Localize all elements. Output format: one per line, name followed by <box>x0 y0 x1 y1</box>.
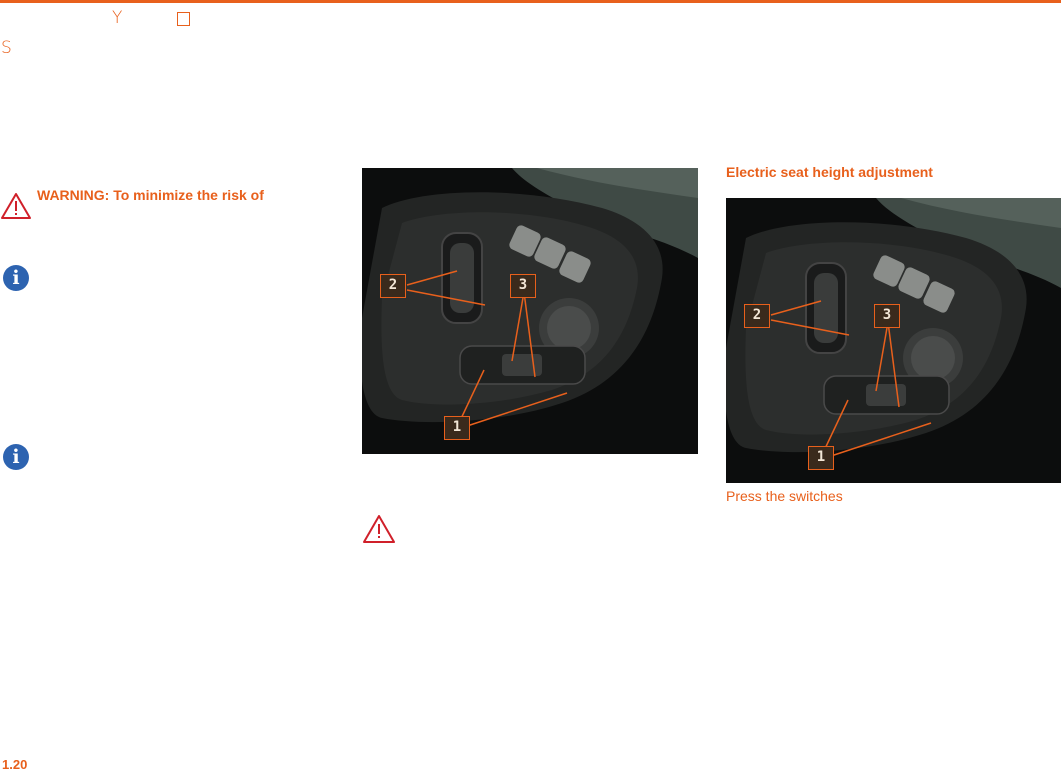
info-icon: i <box>3 444 29 470</box>
info-icon: i <box>3 265 29 291</box>
figure-callout-1: 1 <box>444 416 470 440</box>
header-glyph-s: S <box>1 38 12 58</box>
warning-triangle-icon <box>362 514 396 544</box>
section-heading: Electric seat height adjustment <box>726 164 933 180</box>
figure-caption: Press the switches <box>726 488 843 504</box>
warning-triangle-icon <box>0 192 32 220</box>
square-outline-icon <box>177 12 190 26</box>
figure-callout-1: 1 <box>808 446 834 470</box>
header-glyph-y: Y <box>112 8 123 28</box>
page-number: 1.20 <box>2 757 28 772</box>
figure-callout-3: 3 <box>874 304 900 328</box>
warning-text: WARNING: To minimize the risk of <box>37 187 264 203</box>
figure-callout-2: 2 <box>744 304 770 328</box>
seat-controls-figure <box>362 168 698 454</box>
figure-callout-3: 3 <box>510 274 536 298</box>
seat-height-figure <box>726 198 1061 483</box>
figure-callout-2: 2 <box>380 274 406 298</box>
top-rule <box>0 0 1061 3</box>
